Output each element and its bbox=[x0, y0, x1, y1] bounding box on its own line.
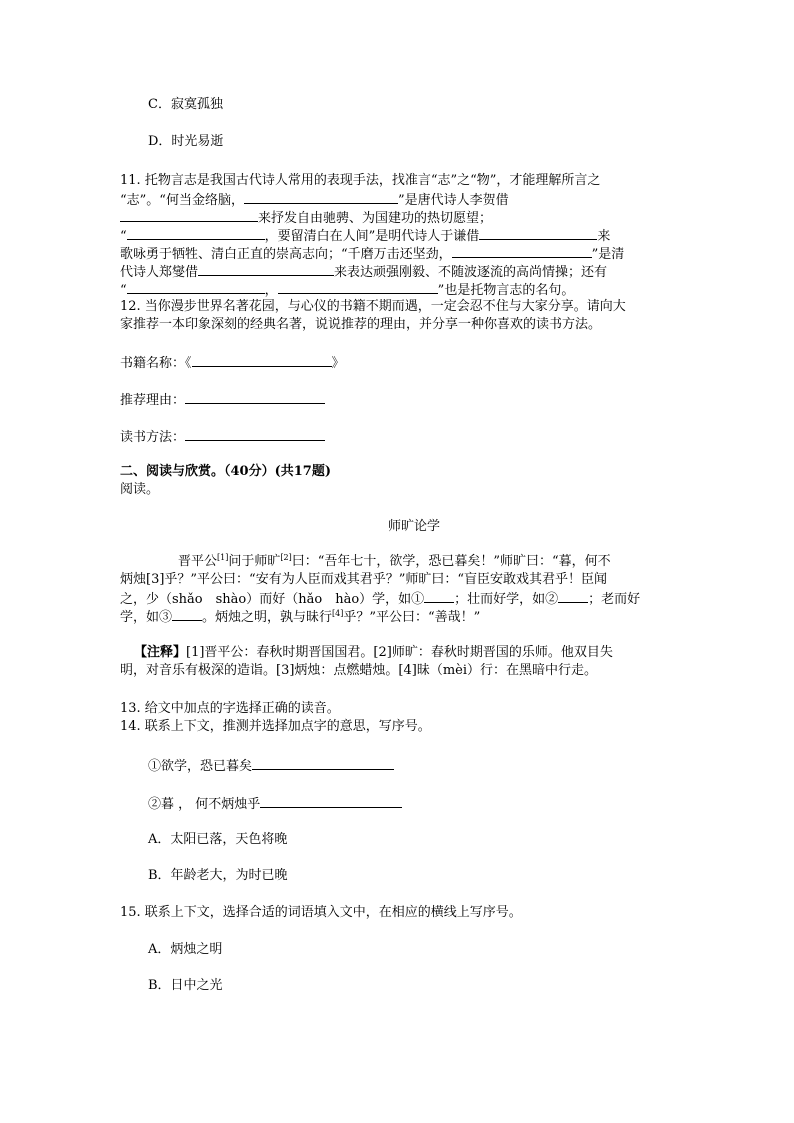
q11-line-7: “ ， ”也是托物言志的名句。 bbox=[120, 280, 680, 300]
passage-line-1: 晋平公[1]问于师旷[2]曰：“吾年七十，欲学，恐已暮矣！”师旷曰：“暮，何不 bbox=[178, 553, 611, 569]
section-subheading: 阅读。 bbox=[120, 482, 160, 497]
q15-option-a: A．炳烛之明 bbox=[148, 942, 223, 957]
answer-blank[interactable] bbox=[278, 280, 438, 294]
question-15: 15. 联系上下文，选择合适的词语填入文中，在相应的横线上写序号。 bbox=[120, 905, 522, 920]
q11-line-4: “ ，要留清白在人间”是明代诗人于谦借 来 bbox=[120, 226, 680, 246]
option-d: D．时光易逝 bbox=[148, 134, 224, 149]
q12-line-1: 12. 当你漫步世界名著花园，与心仪的书籍不期而遇，一定会忍不住与大家分享。请向大 bbox=[120, 299, 626, 314]
q15-option-b: B．日中之光 bbox=[148, 978, 223, 993]
question-number: 11. bbox=[120, 173, 141, 188]
q11-line-2: “志”。“何当金络脑， ”是唐代诗人李贺借 bbox=[120, 190, 680, 210]
answer-blank[interactable] bbox=[244, 190, 398, 204]
answer-blank[interactable] bbox=[172, 607, 202, 621]
answer-blank[interactable] bbox=[260, 794, 402, 808]
answer-blank[interactable] bbox=[127, 226, 265, 240]
q14-item-1: ①欲学，恐已暮矣 bbox=[148, 756, 708, 776]
notes-line-2: 明，对音乐有极深的造诣。[3]炳烛：点燃蜡烛。[4]昧（mèi）行：在黑暗中行走。 bbox=[120, 663, 598, 678]
answer-blank[interactable] bbox=[479, 226, 597, 240]
answer-blank[interactable] bbox=[120, 208, 258, 222]
reason-row: 推荐理由： bbox=[120, 390, 680, 410]
q14-option-b: B．年龄老大，为时已晚 bbox=[148, 868, 288, 883]
q11-line-5: 歌咏勇于牺牲、清白正直的崇高志向；“千磨万击还坚劲， ”是清 bbox=[120, 244, 680, 264]
answer-blank[interactable] bbox=[198, 262, 334, 276]
q14-item-2: ②暮 ， 何不炳烛乎 bbox=[148, 794, 708, 814]
q11-line-3: 来抒发自由驰骋、为国建功的热切愿望； bbox=[120, 208, 680, 228]
answer-blank[interactable] bbox=[127, 280, 265, 294]
section-heading: 二、阅读与欣赏。（40分）(共17题) bbox=[120, 464, 331, 479]
q11-line-1: 11. 托物言志是我国古代诗人常用的表现手法，找准言“志”之“物”，才能理解所言之 bbox=[120, 173, 601, 188]
passage-line-2: 炳烛[3]乎？”平公曰：“安有为人臣而戏其君乎？”师旷曰：“盲臣安敢戏其君乎！臣闻 bbox=[120, 572, 607, 587]
book-name-blank[interactable] bbox=[192, 353, 332, 367]
question-14: 14. 联系上下文，推测并选择加点字的意思，写序号。 bbox=[120, 719, 431, 734]
notes-line-1: 【注释】[1]晋平公：春秋时期晋国国君。[2]师旷：春秋时期晋国的乐师。他双目失 bbox=[134, 645, 613, 660]
passage-line-3: 之，少（shǎo shào）而好（hǎo hào）学，如① ；壮而好学，如② ；老而好 bbox=[120, 589, 680, 609]
answer-blank[interactable] bbox=[452, 244, 592, 258]
answer-blank[interactable] bbox=[558, 589, 588, 603]
q11-line-6: 代诗人郑燮借 来表达顽强刚毅、不随波逐流的高尚情操；还有 bbox=[120, 262, 680, 282]
reason-blank[interactable] bbox=[185, 390, 325, 404]
question-13: 13. 给文中加点的字选择正确的读音。 bbox=[120, 701, 340, 716]
passage-title: 师旷论学 bbox=[387, 519, 440, 534]
q12-line-2: 家推荐一本印象深刻的经典名著，说说推荐的理由，并分享一种你喜欢的读书方法。 bbox=[120, 317, 602, 332]
method-row: 读书方法： bbox=[120, 427, 680, 447]
method-blank[interactable] bbox=[185, 427, 325, 441]
answer-blank[interactable] bbox=[252, 756, 394, 770]
book-name-row: 书籍名称：《 》 bbox=[120, 353, 680, 373]
notes-tag: 【注释】 bbox=[134, 645, 187, 660]
option-c: C．寂寞孤独 bbox=[148, 97, 223, 112]
passage-line-4: 学，如③ 。炳烛之明，孰与昧行[4]乎？”平公曰：“善哉！” bbox=[120, 609, 481, 625]
answer-blank[interactable] bbox=[424, 589, 454, 603]
q14-option-a: A．太阳已落，天色将晚 bbox=[148, 832, 288, 847]
